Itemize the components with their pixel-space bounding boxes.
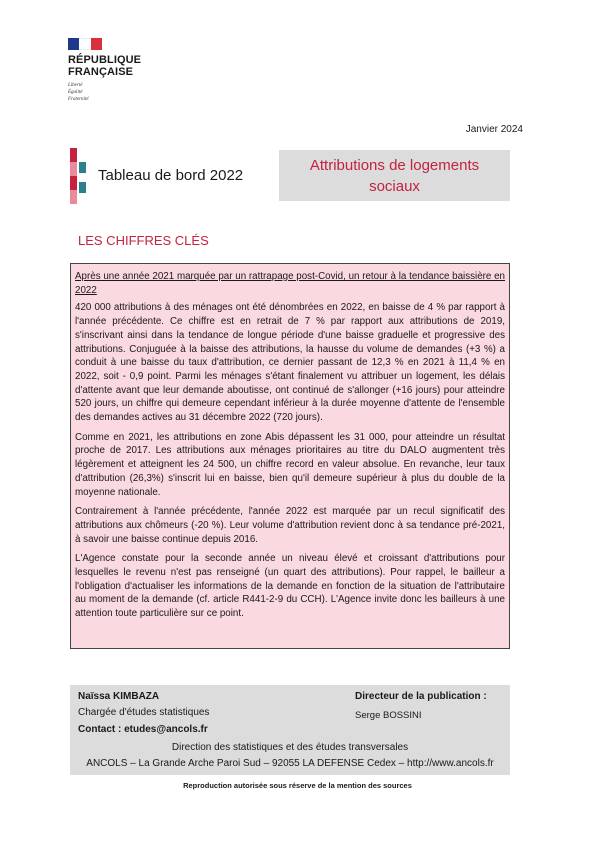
contact-email[interactable]: Contact : etudes@ancols.fr: [78, 724, 208, 735]
paragraph: Contrairement à l'année précédente, l'année 2022 est marquée par un recul significatif des attributions aux chômeurs (-20 %). Leur volume d'attribution revient donc à sa tendance pré-2021, à savoir une baisse continue depuis 2016.: [75, 506, 505, 545]
footer-box: [70, 685, 510, 775]
director-label: Directeur de la publication :: [355, 691, 487, 702]
motto-liberte: Liberté: [68, 83, 83, 88]
reproduction-notice: Reproduction autorisée sous réserve de la mention des sources: [183, 781, 412, 790]
logo-text: [68, 54, 158, 78]
paragraph: 420 000 attributions à des ménages ont été dénombrées en 2022, en baisse de 4 % par rapport à l'année précédente. Ce chiffre est en retrait de 7 % par rapport aux attributions de 2019, s'inscrivant ainsi dans la tendance de longue période d'une baisse graduelle et progressive des attributions. Conjuguée à la baisse des attributions, la hausse du volume de demandes (+3 %) a conduit à une baisse du taux d'attribution, ce dernier passant de 12,3 % en 2021 à 11,4 % en 2022, soit - 0,9 point. Parmi les ménages s'étant finalement vu attribuer un logement, les délais d'attente avant que leur demande aboutisse, ont continué de s'allonger (+16 jours) pour atteindre 520 jours, un chiffre qui demeure cependant inférieur à la durée moyenne d'attente de l'ensemble des demandes actives au 31 décembre 2022 (720 jours).: [75, 302, 505, 424]
report-title-box: [279, 150, 510, 201]
motto-egalite: Égalité: [68, 90, 83, 95]
logo-motto: [68, 82, 158, 103]
paragraph: Comme en 2021, les attributions en zone Abis dépassent les 31 000, pour atteindre un résultat proche de 2017. Les attributions aux ménages prioritaires au titre du DALO augmentent très légèrement et atteignent les 24 500, un chiffre record en valeur absolue. En revanche, leur taux d'attribution (26,3%) s'inscrit lui en baisse, bien qu'il demeure supérieur à plus du double de la moyenne nationale.: [75, 431, 505, 498]
publication-date: Janvier 2024: [465, 124, 523, 135]
section-title: LES CHIFFRES CLÉS: [78, 233, 209, 248]
director-name: Serge BOSSINI: [355, 710, 422, 721]
direction-name: Direction des statistiques et des études transversales: [171, 742, 409, 753]
marianne-flag-icon: [68, 38, 102, 50]
republique-francaise-logo: [68, 38, 158, 103]
key-figures-box: [70, 263, 510, 649]
key-figures-subtitle: Après une année 2021 marquée par un rattrapage post-Covid, un retour à la tendance baissière en 2022: [75, 271, 505, 296]
paragraph: L'Agence constate pour la seconde année un niveau élevé et croissant d'attributions pour lesquelles le revenu n'est pas renseigné (un quart des attributions). Pour rappel, le bailleur a l'obligation d'actualiser les informations de la demande en fonction de la situation de l'attributaire au moment de la demande (cf. article R441-2-9 du CCH). L'Agence invite donc les bailleurs à une attention toute particulière sur ce point.: [75, 553, 505, 620]
agency-address[interactable]: ANCOLS – La Grande Arche Paroi Sud – 92055 LA DEFENSE Cedex – http://www.ancols.fr: [86, 758, 494, 769]
author-name: Naïssa KIMBAZA: [78, 691, 160, 702]
decorative-bars-icon: [70, 148, 88, 204]
report-title-line2: sociaux: [369, 177, 420, 195]
logo-line1: RÉPUBLIQUE: [68, 54, 142, 66]
motto-fraternite: Fraternité: [68, 97, 89, 102]
dashboard-title: Tableau de bord 2022: [98, 167, 244, 184]
logo-line2: FRANÇAISE: [68, 66, 134, 78]
author-role: Chargée d'études statistiques: [78, 707, 210, 718]
report-title-line1: Attributions de logements: [309, 156, 480, 174]
